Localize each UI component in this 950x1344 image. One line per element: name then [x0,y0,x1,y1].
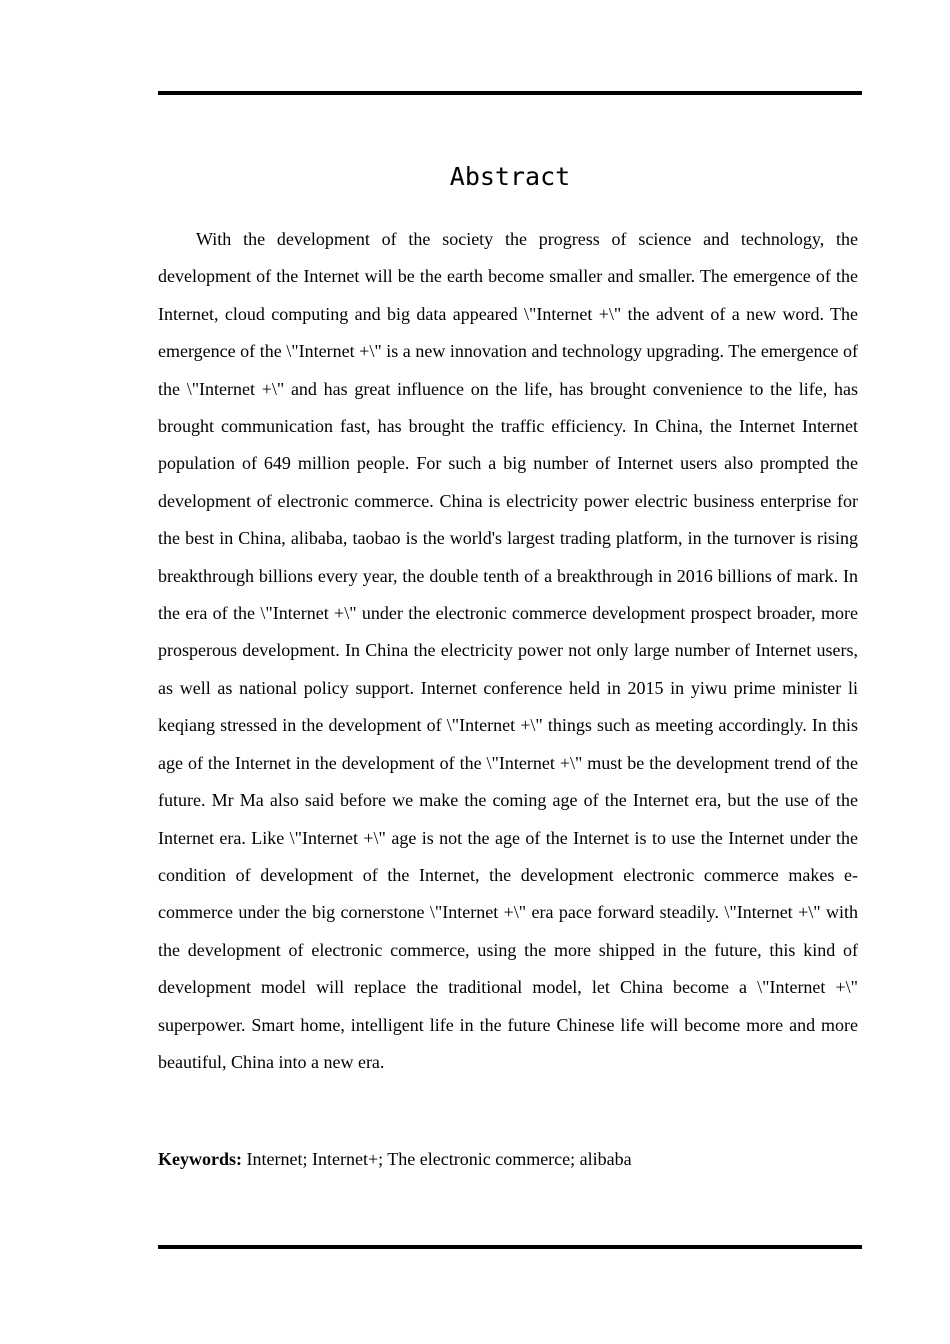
keywords-label: Keywords: [158,1149,242,1169]
page-title: Abstract [449,162,571,191]
keywords-text: Internet; Internet+; The electronic commerce; alibaba [242,1149,632,1169]
bottom-rule [158,1245,862,1249]
abstract-body: With the development of the society the progress of science and technology, the development of the Internet will be the earth become smaller and smaller. The emergence of the Internet, cloud computing and big data appeared \"Internet +\" the advent of a new word. The emergence of the \"Internet +\" is a new innovation and technology upgrading. The emergence of the \"Internet +\" and has great influence on the life, has brought convenience to the life, has brought communication fast, has brought the traffic efficiency. In China, the Internet Internet population of 649 million people. For such a big number of Internet users also prompted the development of electronic commerce. China is electricity power electric business enterprise for the best in China, alibaba, taobao is the world's largest trading platform, in the turnover is rising breakthrough billions every year, the double tenth of a breakthrough in 2016 billions of mark. In the era of the \"Internet +\" under the electronic commerce development prospect broader, more prosperous development. In China the electricity power not only large number of Internet users, as well as national policy support. Internet conference held in 2015 in yiwu prime minister li keqiang stressed in the development of \"Internet +\" things such as meeting accordingly. In this age of the Internet in the development of the \"Internet +\" must be the development trend of the future. Mr Ma also said before we make the coming age of the Internet era, but the use of the Internet era. Like \"Internet +\" age is not the age of the Internet is to use the Internet under the condition of development of the Internet, the development electronic commerce makes e-commerce under the big cornerstone \"Internet +\" era pace forward steadily. \"Internet +\" with the development of electronic commerce, using the more shipped in the future, this kind of development model will replace the traditional model, let China become a \"Internet +\" superpower. Smart home, intelligent life in the future Chinese life will become more and more beautiful, China into a new era. [158,229,858,1072]
keywords-line [158,1144,858,1174]
top-rule [158,91,862,95]
